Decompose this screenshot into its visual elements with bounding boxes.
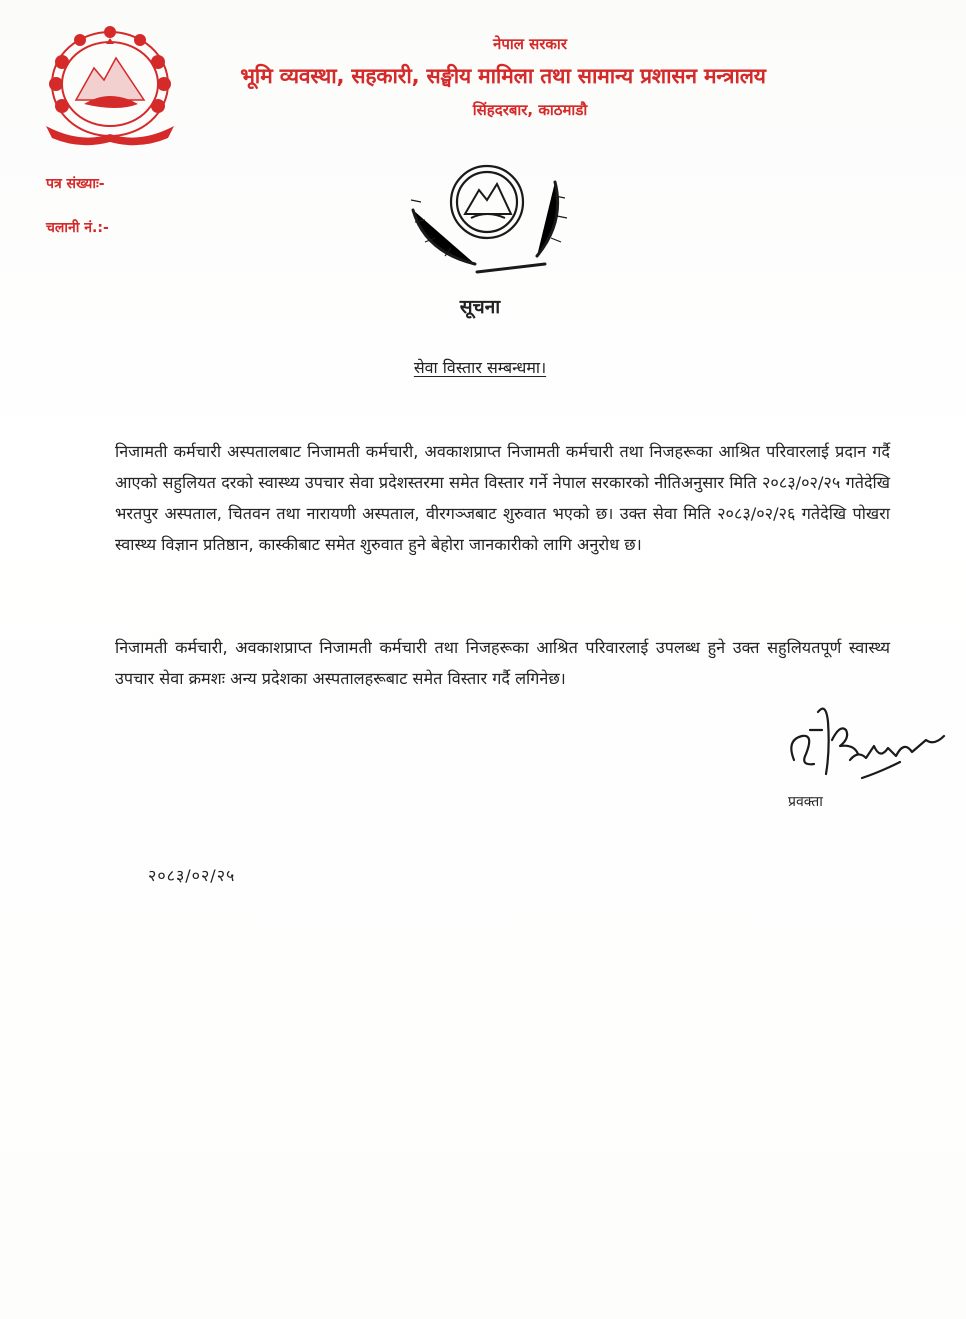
notice-subject <box>340 356 620 378</box>
dispatch-number-label: चलानी नं.:- <box>46 220 109 236</box>
letter-number-label: पत्र संख्याः- <box>46 176 105 192</box>
nepal-emblem-icon <box>40 22 180 152</box>
notice-title: सूचना <box>459 296 501 318</box>
office-location: सिंहदरबार, काठमाडौ <box>472 101 588 119</box>
body-paragraph-1: निजामती कर्मचारी अस्पतालबाट निजामती कर्मचारी, अवकाशप्राप्त निजामती कर्मचारी तथा निजहरूका आश्रित परिवारलाई प्रदान गर्दै आएको सहुलियत दरको स्वास्थ्य उपचार सेवा प्रदेशस्तरमा समेत विस्तार गर्ने नेपाल सरकारको नीतिअनुसार मिति २०८३/०२/२५ गतेदेखि भरतपुर अस्पताल, चितवन तथा नारायणी अस्पताल, वीरगञ्जबाट शुरुवात भएको छ। उक्त सेवा मिति २०८३/०२/२६ गतेदेखि पोखरा स्वास्थ्य विज्ञान प्रतिष्ठान, कास्कीबाट समेत शुरुवात हुने बेहोरा जानकारीको लागि अनुरोध छ। <box>115 442 890 554</box>
ministry-name: भूमि व्यवस्था, सहकारी, सङ्घीय मामिला तथा सामान्य प्रशासन मन्त्रालय <box>240 64 766 88</box>
subject-text: सेवा विस्तार सम्बन्धमा। <box>413 358 547 377</box>
signatory-title: प्रवक्ता <box>788 794 823 810</box>
government-name: नेपाल सरकार <box>493 35 567 53</box>
body-paragraph-2: निजामती कर्मचारी, अवकाशप्राप्त निजामती कर्मचारी तथा निजहरूका आश्रित परिवारलाई उपलब्ध हुने उक्त सहुलियतपूर्ण स्वास्थ्य उपचार सेवा क्रमशः अन्य प्रदेशका अस्पतालहरूबाट समेत विस्तार गर्दै लगिनेछ। <box>115 638 890 688</box>
issue-date: २०८३/०२/२५ <box>148 866 236 885</box>
handwritten-signature-icon <box>780 700 950 790</box>
office-stamp-icon <box>405 152 570 282</box>
